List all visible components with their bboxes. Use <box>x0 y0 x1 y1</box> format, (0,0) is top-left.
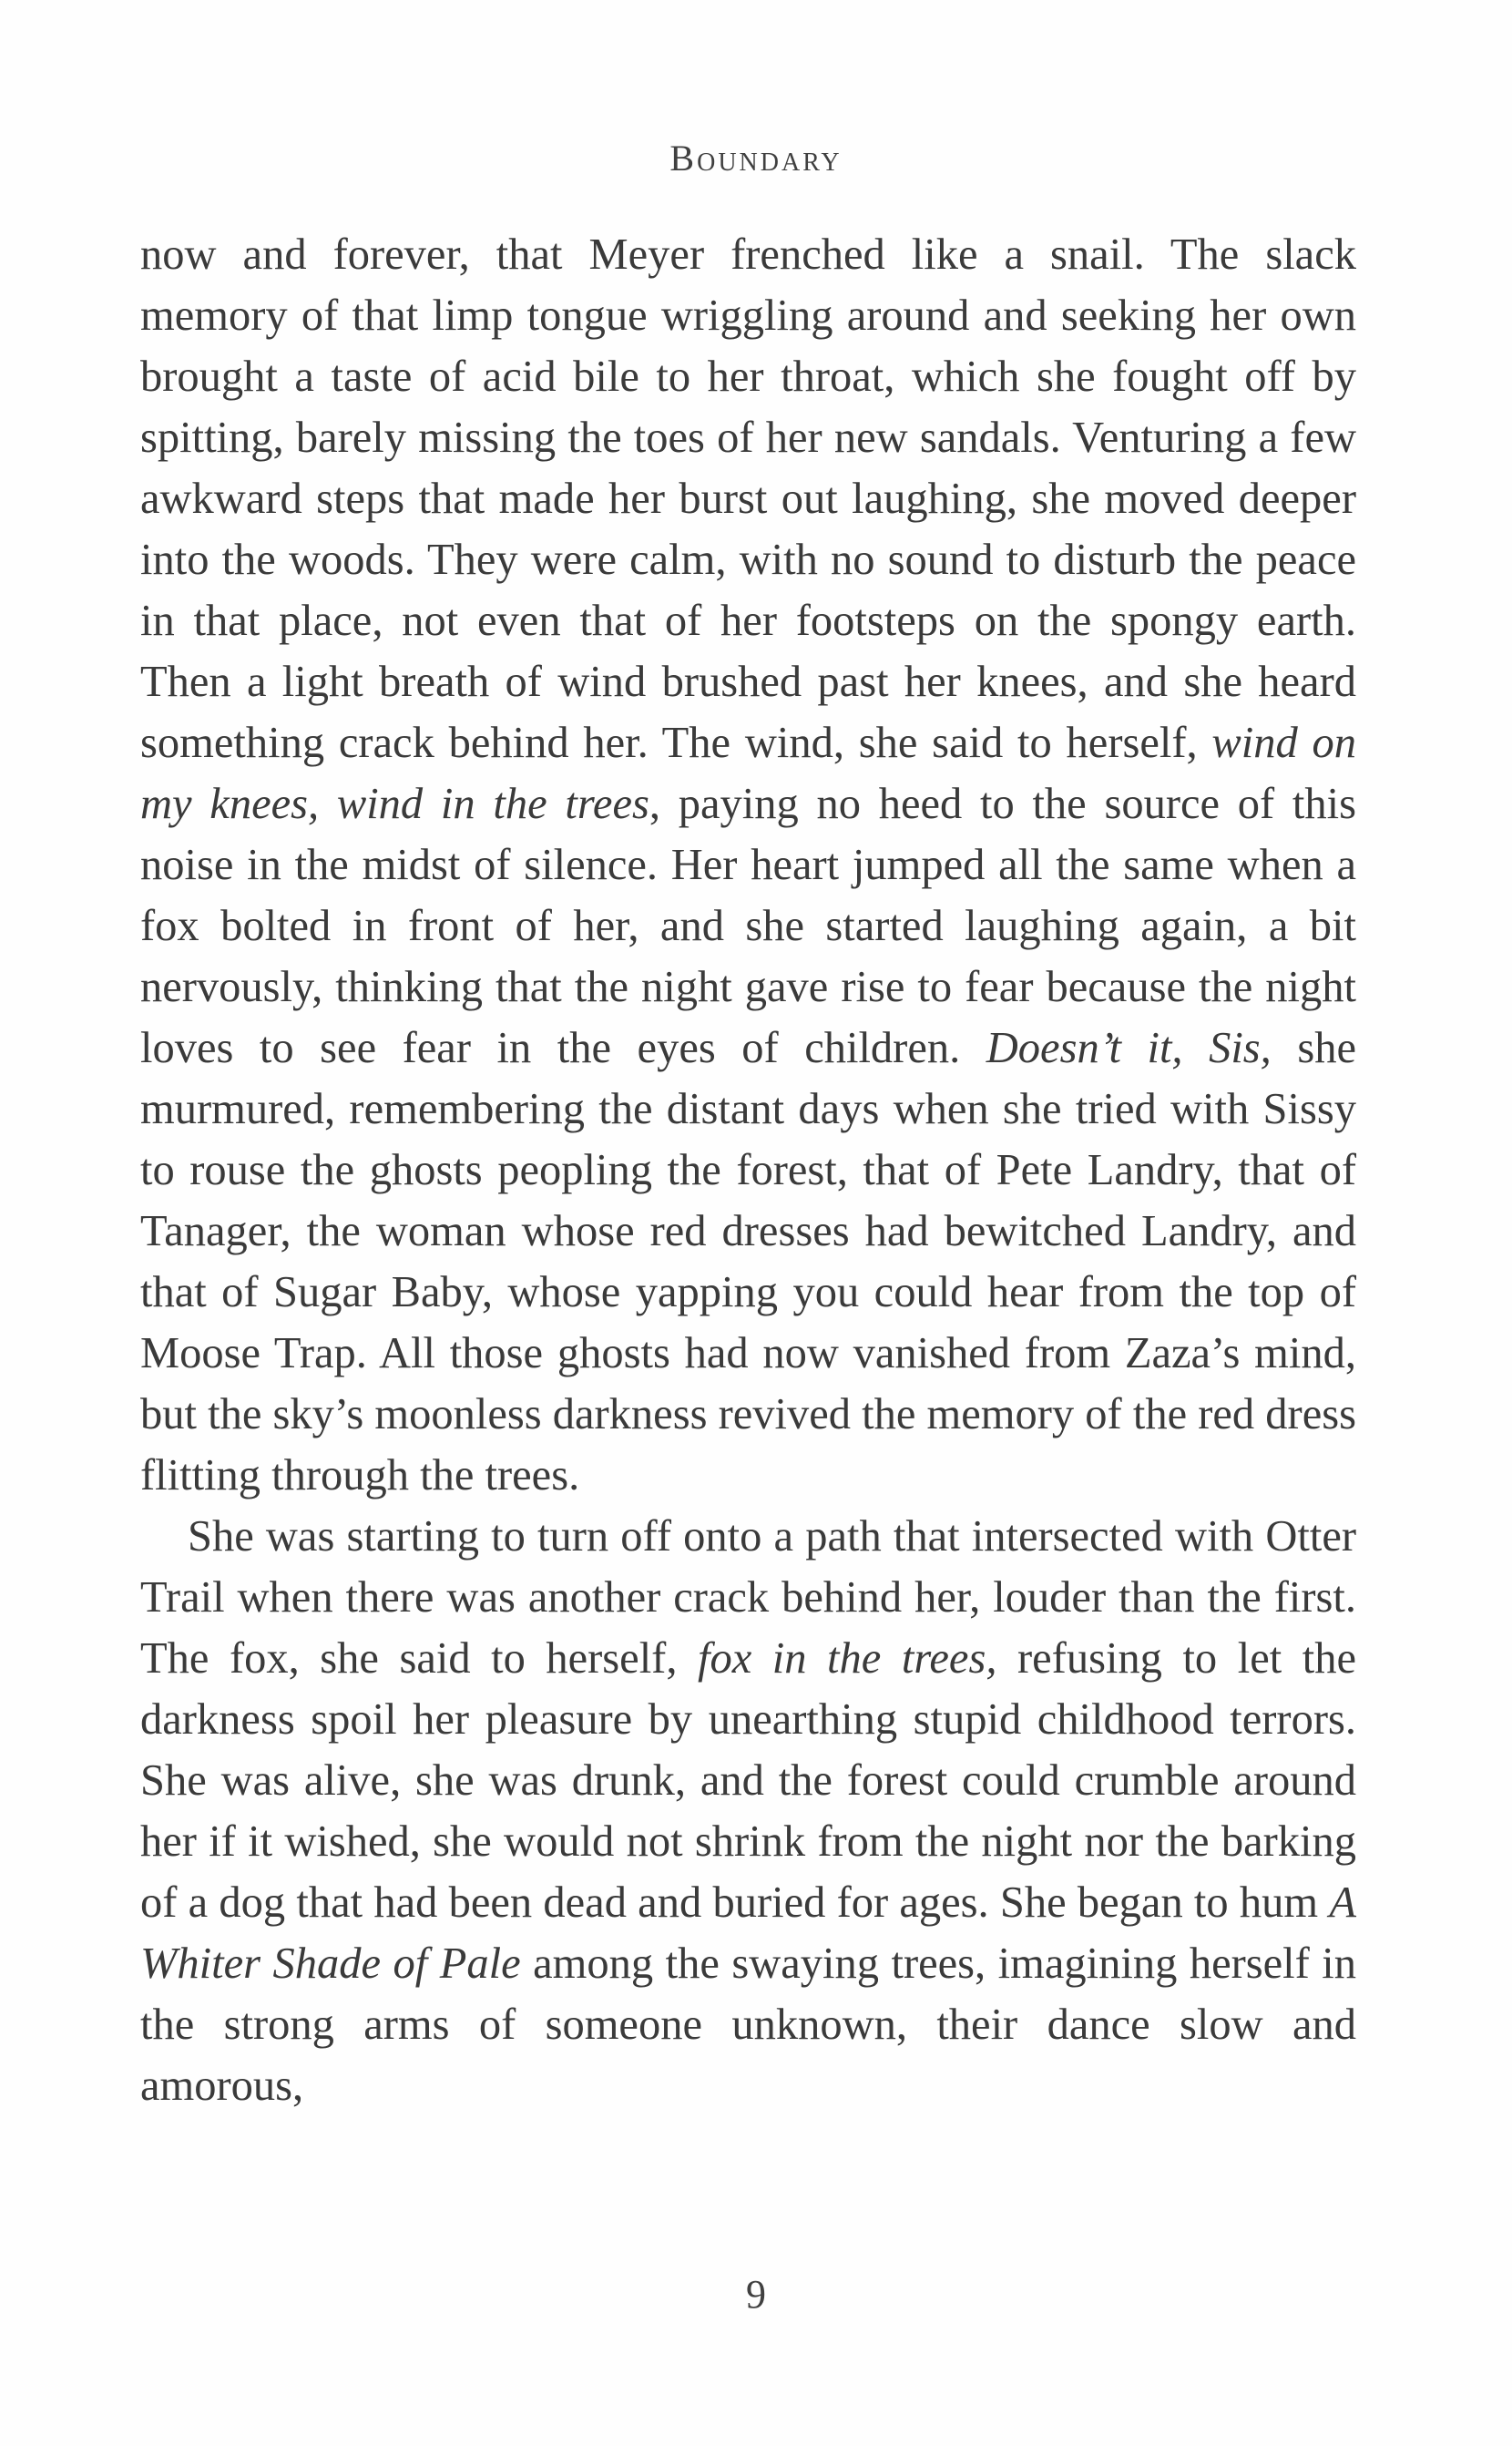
text-segment: now and forever, that Meyer frenched like a snail. The slack memory of that limp tongue wriggling around and seeking her own brought a taste of acid bile to her throat, which she fought off by spitting, barely missing the toes of her new sandals. Venturing a few awkward steps that made her burst out laughing, she moved deeper into the woods. They were calm, with no sound to disturb the peace in that place, not even that of her footsteps on the spongy earth. Then a light breath of wind brushed past her knees, and she heard something crack behind her. The wind, she said to herself, <box>140 230 1356 767</box>
text-segment: among the swaying trees, imagining herself in the strong arms of someone unknown, their dance slow and amorous, <box>140 1939 1356 2110</box>
italic-segment: fox in the trees, <box>698 1634 997 1683</box>
text-segment: she murmured, remembering the distant days when she tried with Sissy to rouse the ghosts peopling the forest, that of Pete Landry, that of Tanager, the woman whose red dresses had bewitched Landry, and that of Sugar Baby, whose yapping you could hear from the top of Moose Trap. All those ghosts had now vanished from Zaza’s mind, but the sky’s moonless darkness revived the memory of the red dress flitting through the trees. <box>140 1024 1356 1499</box>
running-head: Boundary <box>669 138 843 179</box>
text-segment: , paying no heed to the source of this noise in the midst of silence. Her heart jumped all the same when a fox bolted in front of her, and she started laughing again, a bit nervously, thinking that the night gave rise to fear because the night loves to see fear in the eyes of children. <box>140 780 1356 1072</box>
body-text <box>140 224 1356 2116</box>
text-segment: She was starting to turn off onto a path that intersected with Otter Trail when there was another crack behind her, louder than the first. The fox, she said to herself, <box>140 1512 1356 1683</box>
paragraph <box>140 224 1356 1506</box>
italic-segment: Doesn’t it, Sis, <box>986 1024 1272 1072</box>
page-number: 9 <box>746 2272 766 2317</box>
text-segment: refusing to let the darkness spoil her pleasure by unearthing stupid childhood terrors. She was alive, she was drunk, and the forest could crumble around her if it wished, she would not shrink from the night nor the barking of a dog that had been dead and buried for ages. She began to hum <box>140 1634 1356 1927</box>
italic-segment: wind on my knees, wind in the trees <box>140 719 1357 828</box>
italic-segment: A Whiter Shade of Pale <box>140 1878 1356 1988</box>
paragraph <box>140 1506 1356 2116</box>
